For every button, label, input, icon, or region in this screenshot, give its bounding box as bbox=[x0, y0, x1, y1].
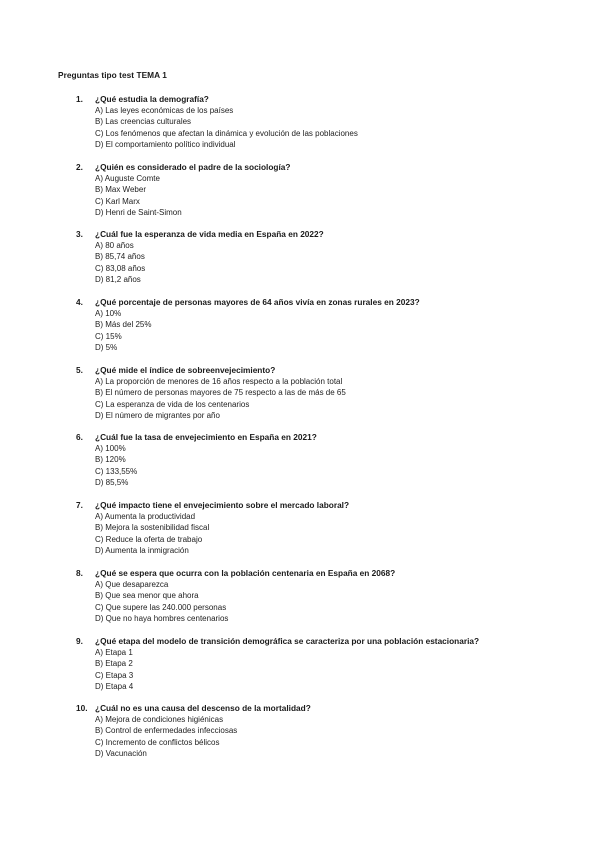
option-c: C) 133,55% bbox=[95, 466, 138, 476]
question-3 bbox=[76, 229, 546, 285]
option-b: B) Control de enfermedades infecciosas bbox=[95, 726, 238, 736]
option-a: A) 100% bbox=[95, 444, 126, 453]
option-c: C) La esperanza de vida de los centenarios bbox=[95, 399, 250, 409]
option-b: B) Que sea menor que ahora bbox=[95, 591, 199, 601]
question-number: 8. bbox=[76, 568, 83, 578]
question-number: 10. bbox=[76, 703, 88, 713]
option-c: C) 15% bbox=[95, 331, 122, 341]
option-a: A) 80 años bbox=[95, 241, 134, 250]
question-number: 9. bbox=[76, 636, 83, 646]
option-b: B) 85,74 años bbox=[95, 252, 145, 262]
question-number: 6. bbox=[76, 432, 83, 442]
option-b: B) Etapa 2 bbox=[95, 659, 133, 669]
option-b: B) Las creencias culturales bbox=[95, 117, 192, 127]
question-4 bbox=[76, 297, 546, 353]
option-b: B) El número de personas mayores de 75 respecto a las de más de 65 bbox=[95, 388, 346, 398]
option-list bbox=[76, 240, 546, 285]
question-number: 1. bbox=[76, 94, 83, 104]
option-d: D) 5% bbox=[95, 342, 118, 352]
option-b: B) 120% bbox=[95, 455, 126, 465]
question-5 bbox=[76, 365, 546, 421]
option-a: A) Las leyes económicas de los países bbox=[95, 106, 234, 115]
question-text: ¿Qué etapa del modelo de transición demográfica se caracteriza por una población estacionaria? bbox=[95, 636, 480, 646]
question-number: 5. bbox=[76, 365, 83, 375]
question-number: 3. bbox=[76, 229, 83, 239]
option-c: C) Etapa 3 bbox=[95, 670, 134, 680]
question-7 bbox=[76, 500, 546, 556]
option-a: A) La proporción de menores de 16 años respecto a la población total bbox=[95, 377, 343, 386]
question-9 bbox=[76, 636, 546, 692]
question-10 bbox=[76, 703, 546, 759]
question-text: ¿Quién es considerado el padre de la sociología? bbox=[95, 162, 291, 172]
option-d: D) El número de migrantes por año bbox=[95, 410, 220, 420]
question-2 bbox=[76, 162, 546, 218]
option-list bbox=[76, 308, 546, 353]
option-list bbox=[76, 511, 546, 556]
question-text: ¿Qué impacto tiene el envejecimiento sobre el mercado laboral? bbox=[95, 500, 350, 510]
option-a: A) Que desaparezca bbox=[95, 580, 169, 589]
option-d: D) Henri de Saint-Simon bbox=[95, 207, 182, 217]
question-text: ¿Qué mide el índice de sobreenvejecimiento? bbox=[95, 365, 276, 375]
option-c: C) Los fenómenos que afectan la dinámica y evolución de las poblaciones bbox=[95, 128, 358, 138]
option-c: C) Reduce la oferta de trabajo bbox=[95, 534, 203, 544]
option-a: A) Auguste Comte bbox=[95, 174, 160, 183]
option-c: C) Incremento de conflictos bélicos bbox=[95, 737, 220, 747]
question-text: ¿Qué porcentaje de personas mayores de 64 años vivía en zonas rurales en 2023? bbox=[95, 297, 420, 307]
question-text: ¿Cuál no es una causa del descenso de la mortalidad? bbox=[95, 703, 311, 713]
option-d: D) 85,5% bbox=[95, 477, 129, 487]
question-text: ¿Cuál fue la esperanza de vida media en España en 2022? bbox=[95, 229, 324, 239]
option-list bbox=[76, 443, 546, 488]
option-a: A) Aumenta la productividad bbox=[95, 512, 196, 521]
page-title: Preguntas tipo test TEMA 1 bbox=[58, 70, 167, 80]
option-a: A) 10% bbox=[95, 309, 122, 318]
option-b: B) Más del 25% bbox=[95, 320, 152, 330]
option-c: C) 83,08 años bbox=[95, 263, 146, 273]
option-b: B) Max Weber bbox=[95, 185, 146, 195]
option-list bbox=[76, 105, 546, 150]
question-text: ¿Qué se espera que ocurra con la población centenaria en España en 2068? bbox=[95, 568, 396, 578]
option-c: C) Karl Marx bbox=[95, 196, 140, 206]
option-list bbox=[76, 714, 546, 759]
option-d: D) 81,2 años bbox=[95, 274, 141, 284]
option-d: D) Aumenta la inmigración bbox=[95, 545, 189, 555]
option-b: B) Mejora la sostenibilidad fiscal bbox=[95, 523, 210, 533]
question-number: 4. bbox=[76, 297, 83, 307]
question-number: 7. bbox=[76, 500, 83, 510]
option-d: D) Etapa 4 bbox=[95, 681, 134, 691]
option-list bbox=[76, 579, 546, 624]
question-number: 2. bbox=[76, 162, 83, 172]
option-d: D) Que no haya hombres centenarios bbox=[95, 613, 229, 623]
option-c: C) Que supere las 240.000 personas bbox=[95, 602, 227, 612]
option-d: D) El comportamiento político individual bbox=[95, 139, 236, 149]
option-a: A) Etapa 1 bbox=[95, 648, 133, 657]
option-list bbox=[76, 173, 546, 218]
option-a: A) Mejora de condiciones higiénicas bbox=[95, 715, 224, 724]
question-8 bbox=[76, 568, 546, 624]
option-list bbox=[76, 376, 546, 421]
option-d: D) Vacunación bbox=[95, 748, 147, 758]
question-6 bbox=[76, 432, 546, 488]
question-text: ¿Cuál fue la tasa de envejecimiento en España en 2021? bbox=[95, 432, 317, 442]
question-text: ¿Qué estudia la demografía? bbox=[95, 94, 209, 104]
option-list bbox=[76, 647, 546, 692]
question-1 bbox=[76, 94, 546, 150]
